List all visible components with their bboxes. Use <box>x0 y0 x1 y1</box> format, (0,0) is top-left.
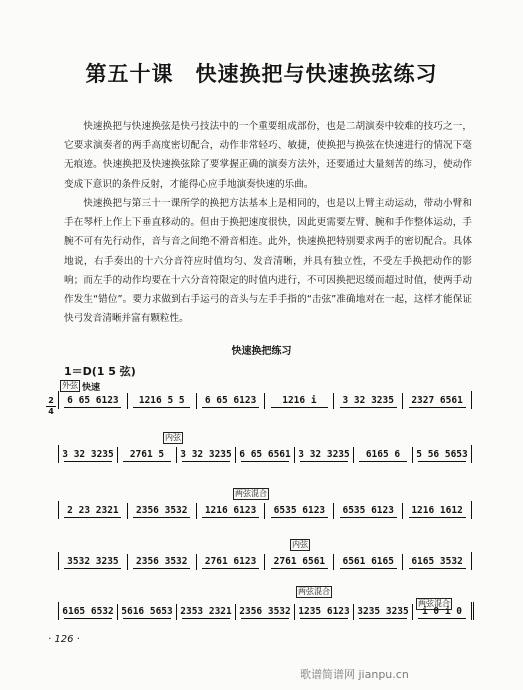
measure: 6165 3532 <box>403 554 471 570</box>
measure: i 0 i 0 <box>413 604 471 620</box>
measure: 2356 3532 <box>128 554 197 570</box>
measure: 6535 6123 <box>334 503 403 519</box>
paragraph-intro: 快速换把与快速换弦是快弓技法中的一个重要组成部份，也是二胡演奏中较难的技巧之一，它要求演奏者的两手高度密切配合，动作非常轻巧、敏捷，使换把与换弦在快速进行的情况下毫无痕迹。快速换把及快速换弦除了要掌握正确的演奏方法外，还要通过大量刻苦的练习，使动作变成下意识的条件反射，才能得心应手地演奏快速的乐曲。 <box>64 121 472 190</box>
exercise-title: 快速换把练习 <box>231 346 292 357</box>
measure: 3 32 3235 <box>334 393 403 409</box>
cross-string-mark: 两弦混合 <box>418 599 450 608</box>
measure: 6 65 6123 <box>197 393 266 409</box>
page-number: · 126 · <box>48 634 80 645</box>
measure: 2761 6123 <box>197 554 266 570</box>
cross-string-mark: 两弦混合 <box>235 489 267 498</box>
measure: 1235 6123 <box>295 604 354 620</box>
measure: 6165 6 <box>354 447 413 463</box>
cross-string-mark: 两弦混合 <box>298 587 330 596</box>
measure: 2356 3532 <box>128 503 197 519</box>
measure: 5616 5653 <box>118 604 177 620</box>
time-signature-top: 2 <box>48 396 54 405</box>
measure: 2761 5 <box>118 447 177 463</box>
measure: 2356 3532 <box>236 604 295 620</box>
time-signature-bottom: 4 <box>48 407 54 416</box>
tempo-marking: 快速 <box>82 383 101 393</box>
score-line-5 <box>58 602 474 620</box>
measure: 1216 5 5 <box>128 393 197 409</box>
measure: 6 65 6561 <box>236 447 295 463</box>
lesson-title: 第五十课 快速换把与快速换弦练习 <box>85 61 438 86</box>
measure: 6561 6165 <box>334 554 403 570</box>
measure: 2353 2321 <box>177 604 236 620</box>
measure: 3 32 3235 <box>59 447 118 463</box>
measure: 1216 1612 <box>403 503 471 519</box>
measure: 2 23 2321 <box>59 503 128 519</box>
measure: 6535 6123 <box>265 503 334 519</box>
measure: 2761 6561 <box>265 554 334 570</box>
watermark-footer: 歌谱简谱网 jianpu.cn <box>300 668 409 681</box>
inner-string-mark: 内弦 <box>292 540 308 549</box>
time-signature <box>46 397 56 416</box>
score-line-4 <box>58 552 472 570</box>
measure: 3532 3235 <box>59 554 128 570</box>
measure: 6165 6532 <box>59 604 118 620</box>
measure: 1216 6123 <box>197 503 266 519</box>
paragraph-method: 快速换把与第三十一课所学的换把方法基本上是相同的，也是以上臂主动运动，带动小臂和手在琴杆上作上下垂直移动的。但由于换把速度很快，因此更需要左臂、腕和手作整体运动，手腕不可有先行动作，音与音之间绝不滑音相连。此外，快速换把特别要求两手的密切配合。具体地说，右手奏出的十六分音符应时值均匀、发音清晰，并具有独立性，不受左手换把动作的影响；而左手的动作均要在十六分音符限定的时值内进行，不可因换把迟缓而超过时值，使两手动作发生“错位”。要力求做到右手运弓的音头与左手手指的“击弦”准确地对在一起，这样才能保证快弓发音清晰并富有颗粒性。 <box>64 198 472 325</box>
inner-string-mark: 内弦 <box>165 433 181 442</box>
measure: 2327 6561 <box>403 393 471 409</box>
score-line-1 <box>58 391 472 409</box>
measure: 3235 3235 <box>354 604 413 620</box>
measure: 6 65 6123 <box>59 393 128 409</box>
outer-string-mark: 外弦 <box>62 381 78 390</box>
measure: 3 32 3235 <box>177 447 236 463</box>
measure: 3 32 3235 <box>295 447 354 463</box>
measure: 1216 i <box>265 393 334 409</box>
score-line-2 <box>58 445 472 463</box>
key-signature: 1＝D(1 5 弦) <box>64 365 136 378</box>
score-line-3 <box>58 501 472 519</box>
measure: 5 56 5653 <box>413 447 471 463</box>
